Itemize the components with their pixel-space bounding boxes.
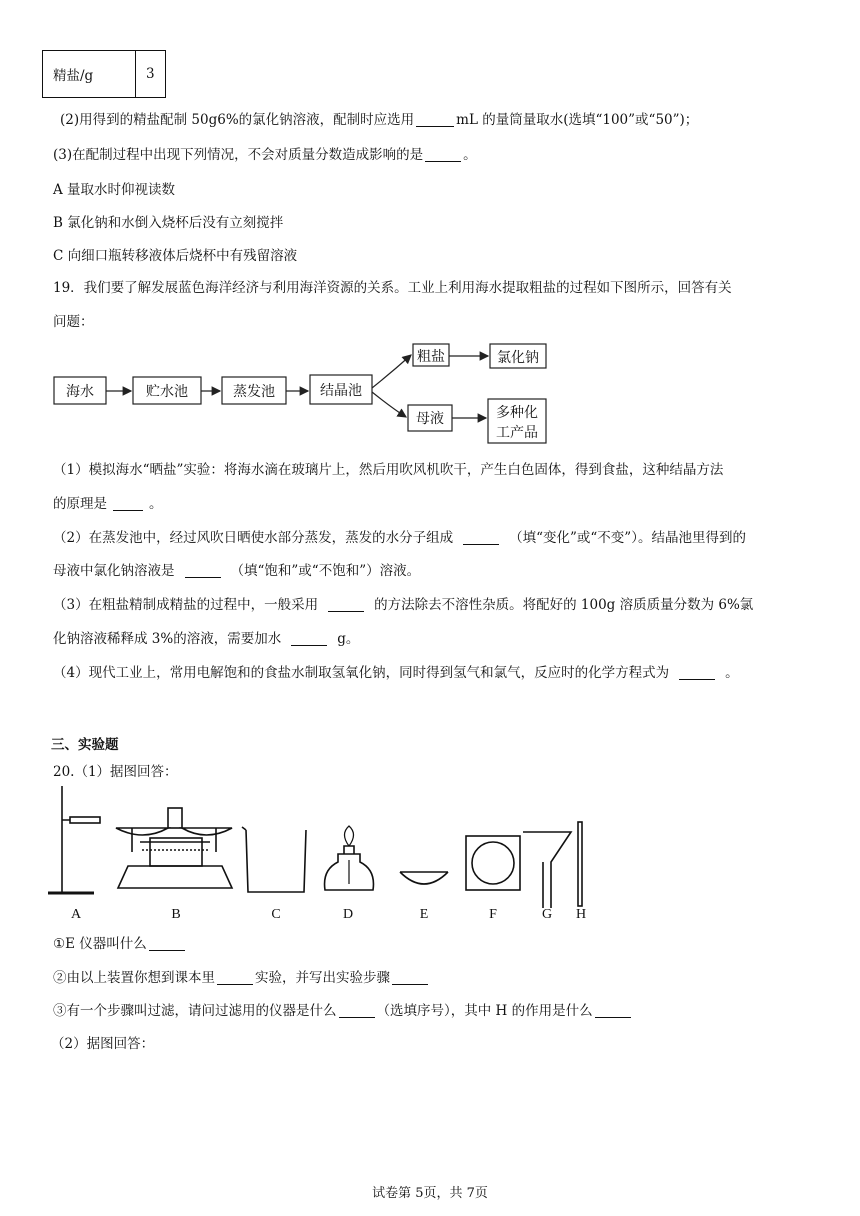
q19-p2-text2: （填“变化”或“不变”）。结晶池里得到的 bbox=[509, 530, 746, 546]
q19-p1-text: 的原理是 bbox=[53, 496, 107, 512]
q20-part2: （2）据图回答： bbox=[51, 1036, 155, 1052]
glass-rod-icon bbox=[578, 822, 582, 906]
q19-p4-end: 。 bbox=[725, 665, 739, 681]
answer-blank[interactable] bbox=[463, 530, 499, 545]
flow-evaporation: 蒸发池 bbox=[233, 384, 275, 400]
answer-blank[interactable] bbox=[339, 1003, 375, 1018]
page-footer: 试卷第 5页，共 7页 bbox=[372, 1186, 488, 1201]
answer-blank[interactable] bbox=[679, 665, 715, 680]
q19-p3-text2: 的方法除去不溶性杂质。将配好的 100g 溶质质量分数为 6%氯 bbox=[374, 597, 754, 613]
salt-table-value: 3 bbox=[136, 51, 166, 98]
flow-chemicals-2: 工产品 bbox=[496, 425, 538, 441]
apparatus-figure bbox=[0, 780, 860, 925]
q19-p3-text: （3）在粗盐精制成精盐的过程中，一般采用 bbox=[53, 597, 319, 613]
flow-crude-salt: 粗盐 bbox=[417, 349, 445, 365]
answer-blank[interactable] bbox=[595, 1003, 631, 1018]
arrow bbox=[372, 392, 406, 417]
flow-nacl: 氯化钠 bbox=[497, 350, 539, 366]
label-a: A bbox=[70, 907, 82, 922]
salt-table-label: 精盐/g bbox=[43, 51, 136, 98]
q20-intro: 20.（1）据图回答： bbox=[53, 764, 178, 780]
balance-icon bbox=[116, 808, 232, 888]
q19-p2-line1 bbox=[53, 526, 746, 546]
q19-p2-line2 bbox=[53, 559, 420, 579]
alcohol-lamp-icon bbox=[325, 826, 374, 890]
q19-p2-text3: 母液中氯化钠溶液是 bbox=[53, 563, 175, 579]
label-c: C bbox=[271, 907, 281, 922]
q20-step3 bbox=[53, 999, 633, 1019]
q19-p1-end: 。 bbox=[149, 496, 163, 512]
answer-blank[interactable] bbox=[328, 597, 364, 612]
label-d: D bbox=[342, 907, 354, 922]
label-g: G bbox=[541, 907, 553, 922]
q20-step2-text2: 实验，并写出实验步骤 bbox=[255, 970, 390, 986]
q20-step1 bbox=[53, 932, 187, 952]
option-b: B 氯化钠和水倒入烧杯后没有立刻搅拌 bbox=[53, 215, 284, 231]
q20-step3-text2: （选填序号），其中 H 的作用是什么 bbox=[376, 1003, 593, 1019]
section-heading: 三、实验题 bbox=[51, 737, 119, 753]
evaporating-dish-icon bbox=[400, 872, 448, 884]
q18-part3-text: (3)在配制过程中出现下列情况，不会对质量分数造成影响的是 bbox=[53, 147, 424, 163]
q19-p3-line1 bbox=[53, 593, 753, 613]
funnel-icon bbox=[523, 832, 571, 908]
flow-crystallization: 结晶池 bbox=[320, 383, 362, 399]
answer-blank[interactable] bbox=[217, 970, 253, 985]
q18-part2-suffix: mL 的量筒量取水(选填“100”或“50”)； bbox=[456, 112, 699, 128]
q19-p3-text3: 化钠溶液稀释成 3%的溶液，需要加水 bbox=[53, 631, 282, 647]
q20-step1-text: ①E 仪器叫什么 bbox=[53, 936, 147, 952]
q20-step2-text: ②由以上装置你想到课本里 bbox=[53, 970, 215, 986]
option-a: A 量取水时仰视读数 bbox=[53, 182, 176, 198]
label-b: B bbox=[171, 907, 181, 922]
salt-flow-diagram bbox=[0, 0, 860, 460]
label-f: F bbox=[489, 907, 497, 922]
answer-blank[interactable] bbox=[113, 496, 143, 511]
wire-gauze-icon bbox=[466, 836, 520, 890]
flow-mother-liquor: 母液 bbox=[416, 411, 444, 427]
q19-intro-line1: 19．我们要了解发展蓝色海洋经济与利用海洋资源的关系。工业上利用海水提取粗盐的过程如下图所示，回答有关 bbox=[53, 280, 732, 296]
arrow bbox=[372, 355, 411, 388]
label-h: H bbox=[575, 907, 587, 922]
label-e: E bbox=[419, 907, 429, 922]
answer-blank[interactable] bbox=[392, 970, 428, 985]
q18-part2-text: (2)用得到的精盐配制 50g6%的氯化钠溶液，配制时应选用 bbox=[60, 112, 415, 128]
q18-part3-end: 。 bbox=[463, 147, 477, 163]
q19-p2-text: （2）在蒸发池中，经过风吹日晒使水部分蒸发，蒸发的水分子组成 bbox=[53, 530, 454, 546]
iron-stand-icon bbox=[48, 786, 100, 893]
q19-p3-text4: g。 bbox=[337, 631, 360, 647]
q19-p2-text4: （填“饱和”或“不饱和”）溶液。 bbox=[230, 563, 421, 579]
flow-storage: 贮水池 bbox=[146, 384, 188, 400]
q19-p4 bbox=[53, 661, 739, 681]
q19-intro-line2: 问题： bbox=[53, 314, 94, 330]
q19-p1-line1: （1）模拟海水“晒盐”实验：将海水滴在玻璃片上，然后用吹风机吹干，产生白色固体，得到食盐，这种结晶方法 bbox=[53, 462, 724, 478]
option-c: C 向细口瓶转移液体后烧杯中有残留溶液 bbox=[53, 248, 298, 264]
q19-p1-line2 bbox=[53, 492, 163, 512]
answer-blank[interactable] bbox=[291, 631, 327, 646]
flow-chemicals-1: 多种化 bbox=[496, 405, 538, 421]
q19-p3-line2 bbox=[53, 627, 359, 647]
answer-blank[interactable] bbox=[185, 563, 221, 578]
beaker-icon bbox=[242, 827, 306, 892]
q20-step3-text: ③有一个步骤叫过滤，请问过滤用的仪器是什么 bbox=[53, 1003, 337, 1019]
q19-p4-text: （4）现代工业上，常用电解饱和的食盐水制取氢氧化钠，同时得到氢气和氯气，反应时的化学方程式为 bbox=[53, 665, 670, 681]
flow-seawater: 海水 bbox=[66, 384, 94, 400]
q20-step2 bbox=[53, 966, 430, 986]
answer-blank[interactable] bbox=[149, 936, 185, 951]
